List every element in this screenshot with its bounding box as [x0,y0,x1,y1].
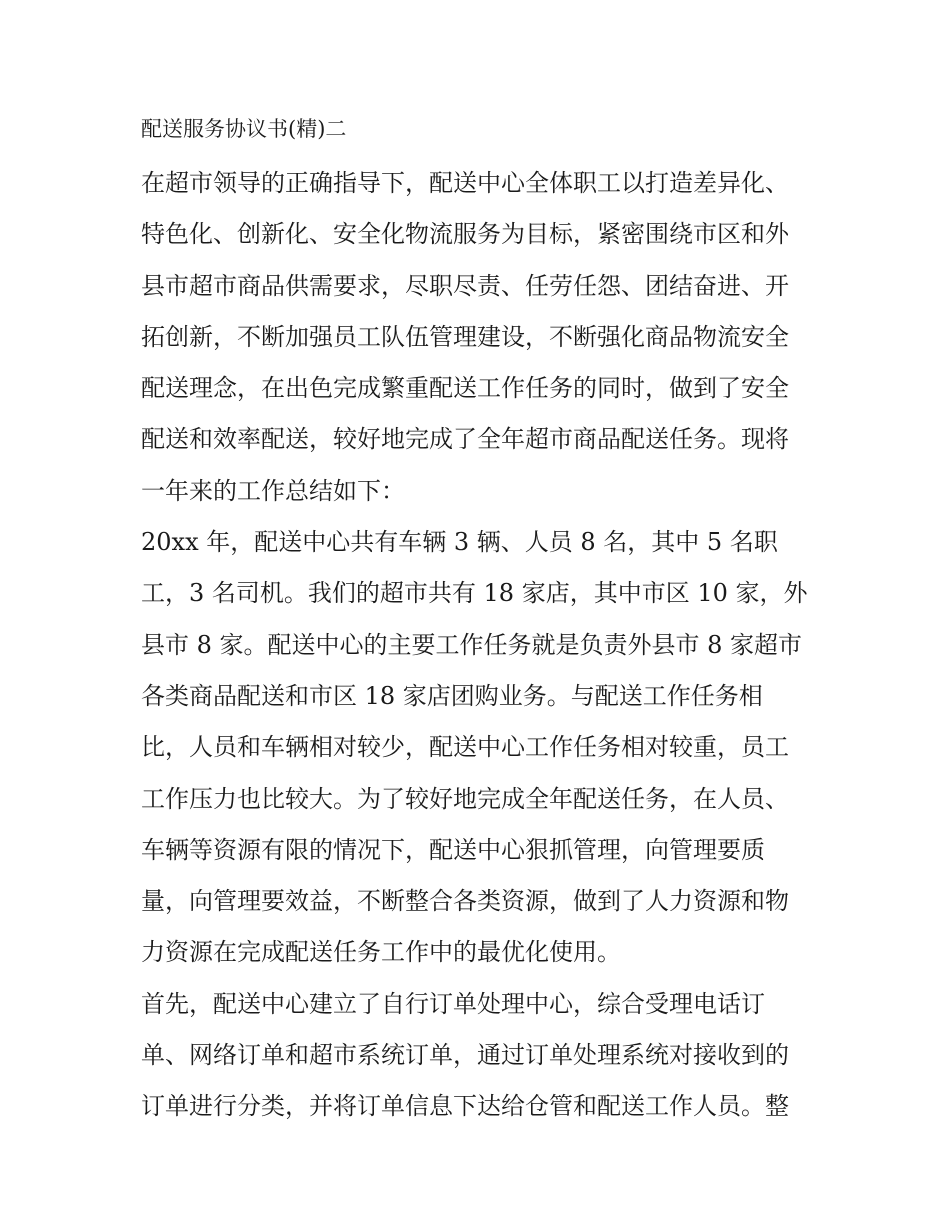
text-line: 20xx 年，配送中心共有车辆 3 辆、人员 8 名，其中 5 名职 [141,528,778,557]
text-line: 订单进行分类，并将订单信息下达给仓管和配送工作人员。整 [141,1092,789,1121]
text-line: 一年来的工作总结如下： [141,476,405,505]
text-line: 量，向管理要效益，不断整合各类资源，做到了人力资源和物 [141,887,789,916]
document-title: 配送服务协议书(精)二 [141,117,347,141]
text-line: 在超市领导的正确指导下，配送中心全体职工以打造差异化、 [141,169,789,197]
text-line: 单、网络订单和超市系统订单，通过订单处理系统对接收到的 [141,1041,789,1070]
text-line: 配送和效率配送，较好地完成了全年超市商品配送任务。现将 [141,425,789,454]
text-line: 比，人员和车辆相对较少，配送中心工作任务相对较重，员工 [141,733,789,762]
text-line: 县市 8 家。配送中心的主要工作任务就是负责外县市 8 家超市 [141,630,803,659]
text-line: 特色化、创新化、安全化物流服务为目标，紧密围绕市区和外 [141,220,789,249]
text-line: 车辆等资源有限的情况下，配送中心狠抓管理，向管理要质 [141,835,765,864]
text-line: 各类商品配送和市区 18 家店团购业务。与配送工作任务相 [141,681,763,710]
document-body [141,158,821,1133]
text-line: 工作压力也比较大。为了较好地完成全年配送任务，在人员、 [141,784,789,813]
text-line: 配送理念，在出色完成繁重配送工作任务的同时，做到了安全 [141,374,789,403]
text-line: 工，3 名司机。我们的超市共有 18 家店，其中市区 10 家，外 [141,579,808,608]
text-line: 县市超市商品供需要求，尽职尽责、任劳任怨、团结奋进、开 [141,271,789,300]
text-line: 力资源在完成配送任务工作中的最优化使用。 [141,938,621,967]
text-line: 首先，配送中心建立了自行订单处理中心，综合受理电话订 [141,989,765,1018]
text-line: 拓创新，不断加强员工队伍管理建设，不断强化商品物流安全 [141,322,789,351]
